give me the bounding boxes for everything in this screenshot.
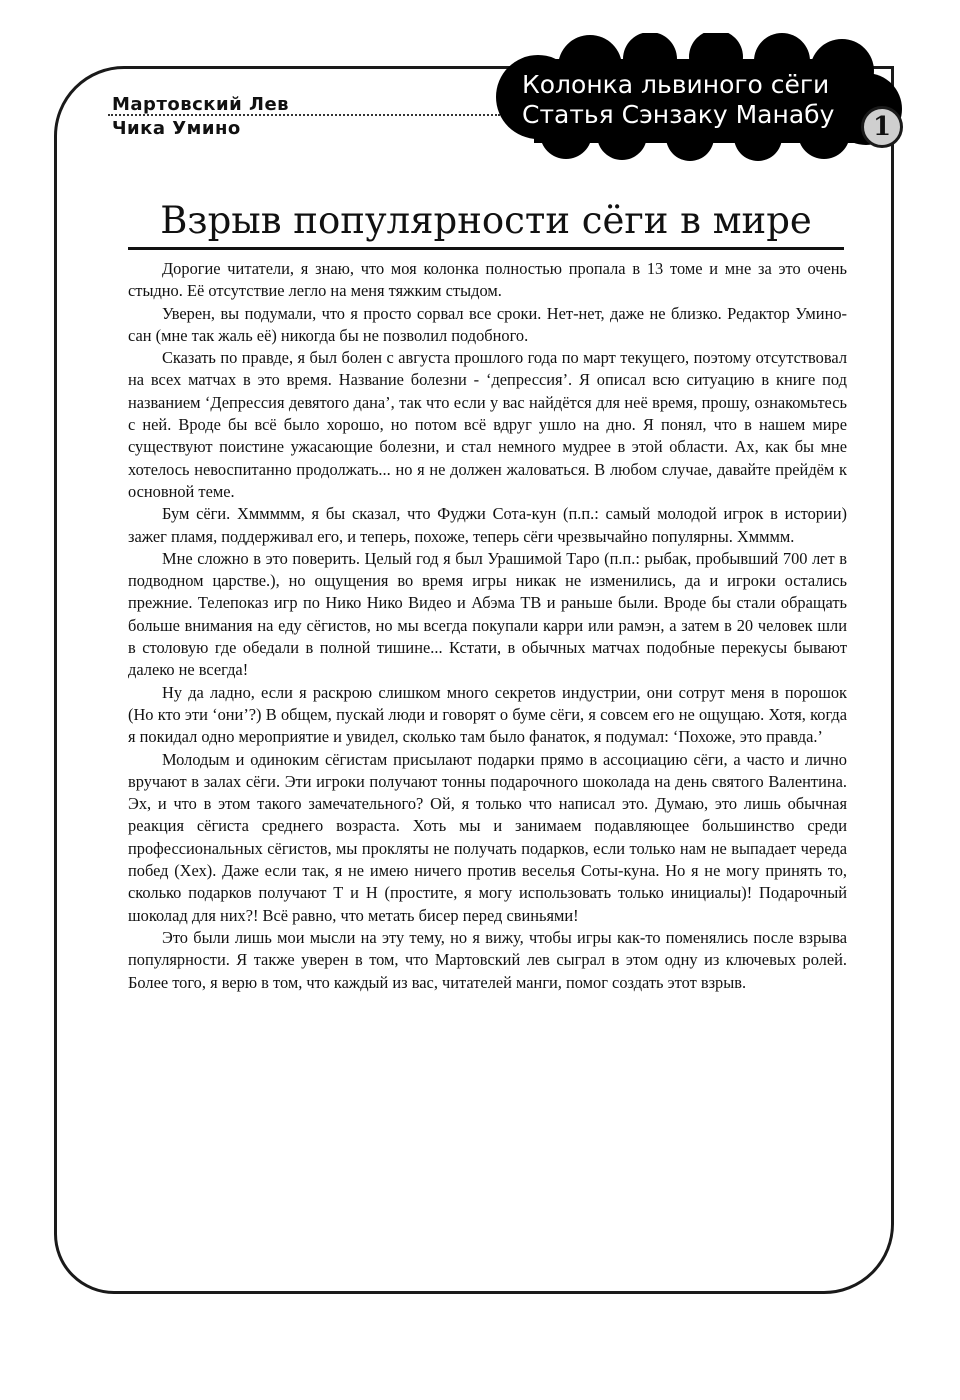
column-heading (522, 70, 834, 130)
header-divider (108, 114, 500, 116)
column-name: Колонка львиного сёги (522, 70, 830, 99)
article-body (128, 258, 847, 994)
article-paragraph: Молодым и одиноким сёгистам присылают подарки прямо в ассоциацию сёги, а часто и лично вручают в залах сёги. Эти игроки получают тонны подарочного шоколада на день святого Валентина. Эх, и что в этом такого замечательного? Ой, я только что написал это. Думаю, это лишь обычная реакция сёгиста среднего возраста. Хоть мы и занимаем подавляющее большинство среди профессиональных сёгистов, мы прокляты не получать подарков, если только нам не выпадает череда побед (Хех). Даже если так, я не имею ничего против веселья Соты-куна. Но я не могу принять то, сколько подарков получают Т и Н (простите, я могу использовать только инициалы)! Подарочный шоколад для них?! Всё равно, что метать бисер перед свиньями! (128, 749, 847, 925)
title-underline (128, 247, 844, 250)
series-header (112, 93, 289, 141)
article-paragraph: Дорогие читатели, я знаю, что моя колонка полностью пропала в 13 томе и мне за это очень стыдно. Её отсутствие легло на меня тяжким стыдом. (128, 259, 847, 301)
page-number-badge: 1 (861, 106, 903, 148)
article-paragraph: Ну да ладно, если я раскрою слишком много секретов индустрии, они сотрут меня в порошок (Но кто эти ‘они’?) В общем, пускай люди и говорят о буме сёги, я совсем его не ощущаю. Хотя, когда я покидал одно мероприятие и увидел, сколько там было фанаток, я подумал: ‘Похоже, это правда.’ (128, 682, 847, 747)
author-name: Чика Умино (112, 118, 241, 139)
article-paragraph: Это были лишь мои мысли на эту тему, но я вижу, чтобы игры как-то поменялись после взрыва популярности. Я также уверен в том, что Мартовский лев сыграл в этом одну из ключевых ролей. Более того, я верю в том, что каждый из вас, читателей манги, помог создать этот взрыв. (128, 927, 847, 992)
article-paragraph: Бум сёги. Хммммм, я бы сказал, что Фуджи Сота-кун (п.п.: самый молодой игрок в истории) зажег пламя, поддерживал его, и теперь, похоже, теперь сёги чрезвычайно популярны. Хмммм. (128, 504, 847, 546)
article-title: Взрыв популярности сёги в мире (160, 199, 812, 242)
series-title: Мартовский Лев (112, 94, 290, 115)
column-author: Статья Сэнзаку Манабу (522, 100, 835, 129)
article-paragraph: Мне сложно в это поверить. Целый год я был Урашимой Таро (п.п.: рыбак, пробывший 700 лет в подводном царстве.), но ощущения во время игры никак не изменились, да и игроки остались прежние. Телепоказ игр по Нико Нико Видео и Абэма ТВ и раньше были. Вроде бы стали обращать больше внимания на еду сёгистов, но мы всегда покупали карри или рамэн, а затем в 20 человек шли в столовую где обедали в полной тишине... Кстати, в обычных матчах подобные перекусы бывают далеко не всегда! (128, 548, 847, 680)
article-paragraph: Сказать по правде, я был болен с августа прошлого года по март текущего, поэтому отсутствовал на всех матчах в это время. Название болезни - ‘депрессия’. Я описал всю ситуацию в книге под названием ‘Депрессия девятого дана’, так что если у вас найдётся для неё время, прошу, ознакомьтесь с ней. Вроде бы всё было хорошо, но потом всё вдруг ушло на дно. Я понял, что в нашем мире существуют поистине ужасающие болезни, и стал немного мудрее в этой области. Ах, как бы мне хотелось невоспитанно продолжать... но я не должен жаловаться. В любом случае, давайте прейдём к основной теме. (128, 348, 847, 501)
article-paragraph: Уверен, вы подумали, что я просто сорвал все сроки. Нет-нет, даже не близко. Редактор Умино-сан (мне так жаль её) никогда бы не позволил подобного. (128, 303, 847, 345)
